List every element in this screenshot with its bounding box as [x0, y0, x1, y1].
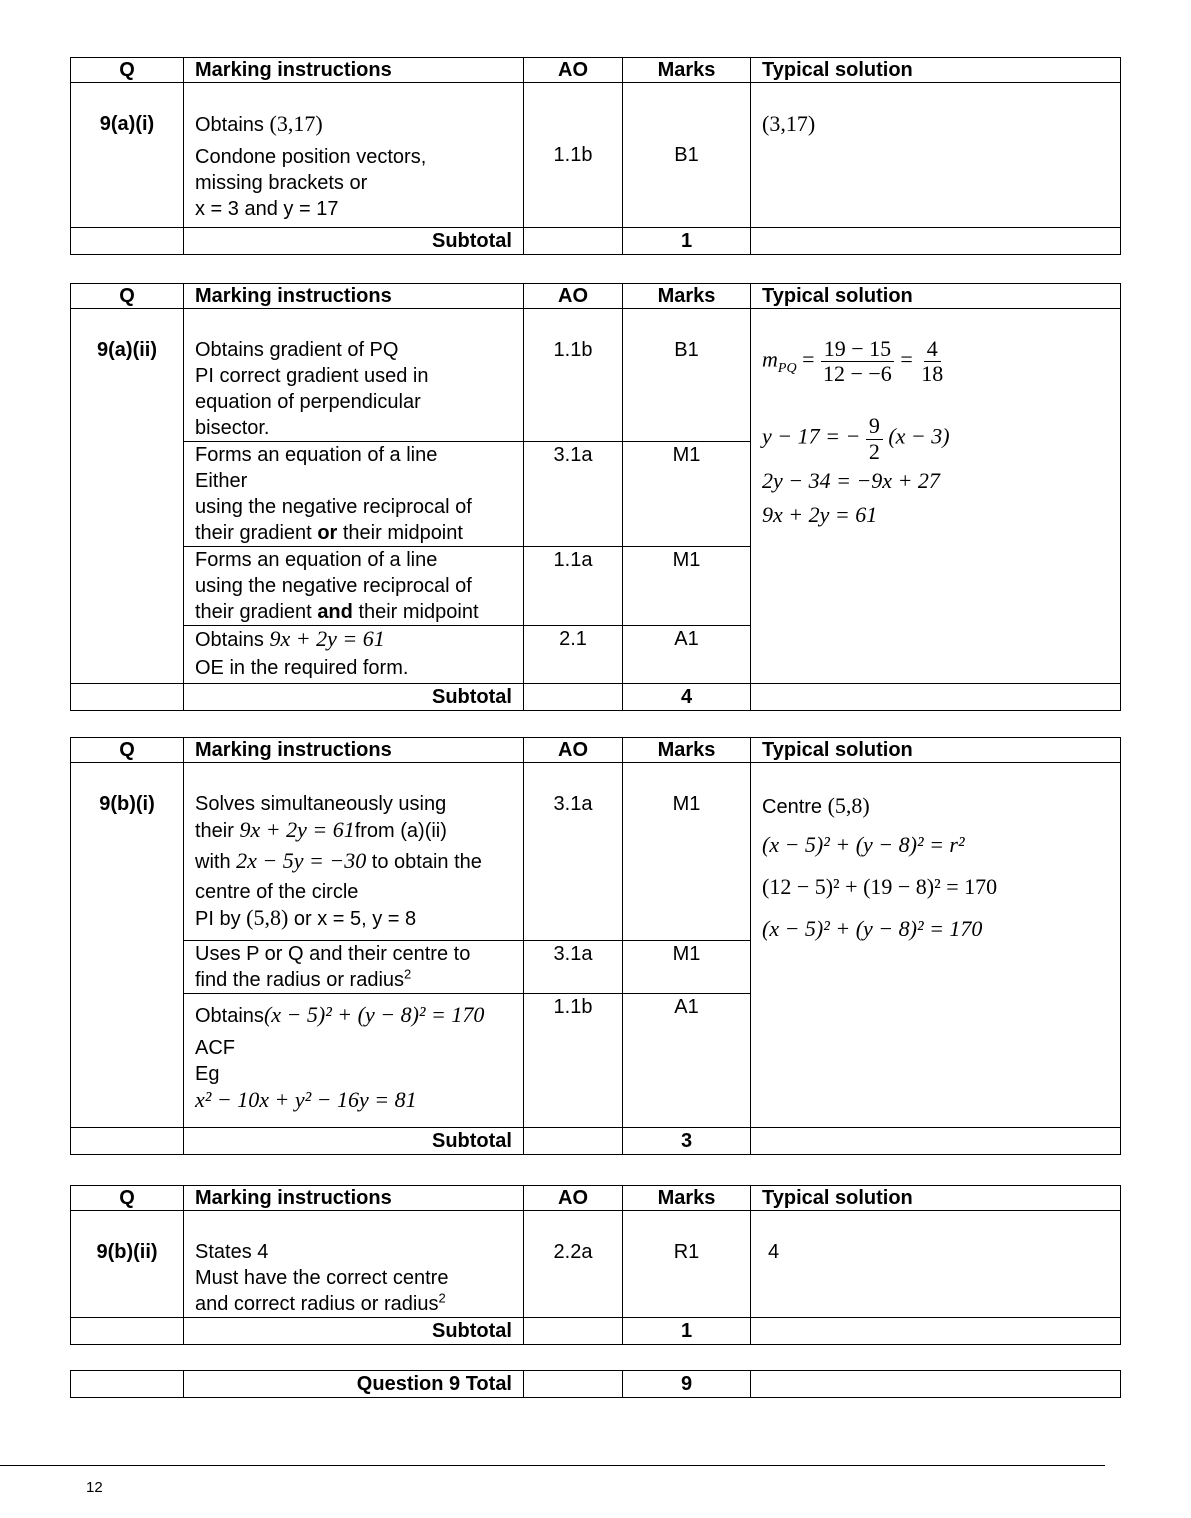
- denominator: 18: [921, 361, 944, 387]
- typical-solution: (3,17): [751, 83, 1121, 228]
- page-number: 12: [86, 1479, 103, 1496]
- table-row: [71, 763, 1121, 941]
- marks-value: A1: [623, 994, 751, 1128]
- mi-text: Must have the correct centre: [195, 1267, 449, 1289]
- header-marking-instructions: Marking instructions: [184, 58, 524, 83]
- mi-text: Obtains gradient of PQ: [195, 339, 399, 361]
- subtotal-row: [71, 1318, 1121, 1345]
- header-q: Q: [71, 284, 184, 309]
- empty-cell: [71, 684, 184, 711]
- mi-text: Condone position vectors,: [195, 146, 427, 168]
- header-q: Q: [71, 738, 184, 763]
- marking-instruction: Uses P or Q and their centre to find the radius or radius$^2$: [184, 941, 524, 994]
- denominator: 2: [868, 438, 880, 464]
- empty-cell: [524, 1128, 623, 1155]
- header-marking-instructions: Marking instructions: [184, 284, 524, 309]
- header-row: [71, 738, 1121, 763]
- header-typical-solution: Typical solution: [751, 1186, 1121, 1211]
- header-q: Q: [71, 58, 184, 83]
- mi-math: (x − 5)² + (y − 8)² = 170: [263, 1002, 485, 1027]
- mi-text: their gradient: [195, 601, 312, 623]
- empty-cell: [71, 1318, 184, 1345]
- marks-value: B1: [623, 309, 751, 442]
- subtotal-label: Subtotal: [184, 1318, 524, 1345]
- mi-text: to obtain the: [371, 851, 482, 873]
- mi-text: bisector.: [195, 417, 270, 439]
- question-number: 9(b)(ii): [71, 1211, 184, 1318]
- marks-value: B1: [623, 83, 751, 228]
- line-eq-lhs: y − 17 = −: [762, 424, 861, 450]
- mi-text: equation of perpendicular: [195, 391, 421, 413]
- subtotal-row: [71, 228, 1121, 255]
- header-q: Q: [71, 1186, 184, 1211]
- mi-text: their gradient: [195, 522, 312, 544]
- mi-text: their midpoint: [342, 522, 463, 544]
- marking-instruction: [184, 626, 524, 684]
- subtotal-value: 4: [623, 684, 751, 711]
- mi-math: x² − 10x + y² − 16y = 81: [195, 1087, 417, 1112]
- ao-value: 2.2a: [524, 1211, 623, 1318]
- mi-math: 2x − 5y = −30: [236, 848, 367, 873]
- mi-math: 9x + 2y = 61: [269, 626, 385, 651]
- subtotal-row: [71, 684, 1121, 711]
- numerator: 4: [924, 337, 941, 362]
- mi-text: Uses P or Q and their centre to: [195, 943, 471, 965]
- mi-text: and correct radius or radius: [195, 1293, 439, 1315]
- subtotal-label: Subtotal: [184, 684, 524, 711]
- subtotal-value: 1: [623, 1318, 751, 1345]
- mi-text: find the radius or radius: [195, 969, 405, 991]
- solution-line: 2y − 34 = −9x + 27: [762, 467, 940, 493]
- header-ao: AO: [524, 1186, 623, 1211]
- empty-cell: [751, 684, 1121, 711]
- mi-text: PI by: [195, 908, 241, 930]
- mi-text: PI correct gradient used in: [195, 365, 429, 387]
- empty-cell: [524, 684, 623, 711]
- header-ao: AO: [524, 58, 623, 83]
- equals: =: [802, 346, 815, 372]
- header-marks: Marks: [623, 1186, 751, 1211]
- empty-cell: [71, 1128, 184, 1155]
- subtotal-label: Subtotal: [184, 228, 524, 255]
- marking-instruction: [184, 763, 524, 941]
- fraction: [918, 337, 946, 386]
- table-9aii: [70, 283, 1121, 711]
- question-number: 9(a)(ii): [71, 309, 184, 684]
- mi-text: or x = 5, y = 8: [293, 908, 417, 930]
- subtotal-value: 3: [623, 1128, 751, 1155]
- question-total-table: [70, 1370, 1121, 1398]
- mi-text: Solves simultaneously using: [195, 793, 447, 815]
- ao-value: 1.1b: [524, 309, 623, 442]
- empty-cell: [71, 228, 184, 255]
- line-eq-rhs: (x − 3): [888, 424, 950, 450]
- total-value: 9: [623, 1371, 751, 1398]
- mi-text: Obtains: [195, 1005, 264, 1027]
- marks-value: M1: [623, 763, 751, 941]
- header-marking-instructions: Marking instructions: [184, 738, 524, 763]
- header-marking-instructions: Marking instructions: [184, 1186, 524, 1211]
- mi-text: Forms an equation of a line: [195, 549, 438, 571]
- mi-text: their: [195, 820, 234, 842]
- mi-math: (5,8): [246, 905, 289, 930]
- table-9bi: [70, 737, 1121, 1155]
- marks-value: M1: [623, 547, 751, 626]
- marks-value: M1: [623, 442, 751, 547]
- mi-text: using the negative reciprocal of: [195, 496, 472, 518]
- question-number: 9(b)(i): [71, 763, 184, 1128]
- table-9ai: [70, 57, 1121, 255]
- ao-value: 3.1a: [524, 763, 623, 941]
- header-marks: Marks: [623, 284, 751, 309]
- header-typical-solution: Typical solution: [751, 738, 1121, 763]
- mi-bold: and: [317, 601, 353, 623]
- total-row: [71, 1371, 1121, 1398]
- typical-solution: 4: [751, 1211, 1121, 1318]
- mi-text: missing brackets or: [195, 172, 368, 194]
- solution-text: Centre: [762, 796, 823, 818]
- ao-value: 2.1: [524, 626, 623, 684]
- empty-cell: [751, 1371, 1121, 1398]
- marks-value: A1: [623, 626, 751, 684]
- mi-text: OE in the required form.: [195, 657, 409, 679]
- header-marks: Marks: [623, 738, 751, 763]
- mi-text: Forms an equation of a line: [195, 444, 438, 466]
- header-row: [71, 58, 1121, 83]
- mi-math: 9x + 2y = 61: [239, 817, 355, 842]
- marking-instruction: States 4 Must have the correct centre and correct radius or radius$^2$: [184, 1211, 524, 1318]
- solution-line: (x − 5)² + (y − 8)² = r²: [762, 832, 965, 857]
- mi-text: States 4: [195, 1241, 269, 1263]
- ao-value: 3.1a: [524, 941, 623, 994]
- mi-bold: or: [317, 522, 338, 544]
- empty-cell: [751, 1128, 1121, 1155]
- question-number: 9(a)(i): [71, 83, 184, 228]
- solution-line: 9x + 2y = 61: [762, 501, 878, 527]
- m-symbol: m: [762, 346, 778, 372]
- denominator: 12 − −6: [822, 361, 892, 387]
- marks-value: R1: [623, 1211, 751, 1318]
- marking-instruction: [184, 83, 524, 228]
- header-marks: Marks: [623, 58, 751, 83]
- marks-value: M1: [623, 941, 751, 994]
- solution-line: (x − 5)² + (y − 8)² = 170: [762, 916, 983, 941]
- typical-solution: [751, 763, 1121, 1128]
- fraction: [866, 414, 883, 463]
- ao-value: 1.1a: [524, 547, 623, 626]
- mi-text: ACF: [195, 1037, 235, 1059]
- mi-text: Obtains: [195, 629, 264, 651]
- empty-cell: [524, 1371, 623, 1398]
- subtotal-label: Subtotal: [184, 1128, 524, 1155]
- empty-cell: [524, 228, 623, 255]
- header-typical-solution: Typical solution: [751, 58, 1121, 83]
- empty-cell: [751, 228, 1121, 255]
- mi-text: Either: [195, 470, 248, 492]
- footer-divider: [0, 1465, 1105, 1466]
- numerator: 19 − 15: [821, 337, 894, 362]
- empty-cell: [71, 1371, 184, 1398]
- empty-cell: [751, 1318, 1121, 1345]
- m-subscript: PQ: [777, 361, 797, 377]
- mi-text: Eg: [195, 1063, 220, 1085]
- fraction: [820, 337, 895, 386]
- table-row: [71, 83, 1121, 228]
- mi-text: their midpoint: [358, 601, 479, 623]
- mi-text: x = 3 and y = 17: [195, 198, 339, 220]
- total-label: Question 9 Total: [184, 1371, 524, 1398]
- solution-line: (12 − 5)² + (19 − 8)² = 170: [762, 874, 998, 899]
- empty-cell: [524, 1318, 623, 1345]
- equals: =: [900, 346, 913, 372]
- marking-instruction: [184, 442, 524, 547]
- subtotal-value: 1: [623, 228, 751, 255]
- numerator: 9: [866, 414, 883, 439]
- typical-solution: [751, 309, 1121, 684]
- mi-text: with: [195, 851, 231, 873]
- marking-instruction: [184, 547, 524, 626]
- header-row: [71, 284, 1121, 309]
- table-9bii: [70, 1185, 1121, 1345]
- header-ao: AO: [524, 738, 623, 763]
- mi-text: Obtains: [195, 114, 264, 136]
- ao-value: 1.1b: [524, 83, 623, 228]
- header-row: [71, 1186, 1121, 1211]
- header-typical-solution: Typical solution: [751, 284, 1121, 309]
- header-ao: AO: [524, 284, 623, 309]
- mi-text: centre of the circle: [195, 881, 359, 903]
- mi-math: (3,17): [269, 111, 323, 136]
- table-row: [71, 309, 1121, 442]
- ao-value: 1.1b: [524, 994, 623, 1128]
- mi-text: from (a)(ii): [354, 820, 447, 842]
- marking-instruction: [184, 994, 524, 1128]
- solution-math: (5,8): [827, 793, 870, 818]
- mi-text: using the negative reciprocal of: [195, 575, 472, 597]
- ao-value: 3.1a: [524, 442, 623, 547]
- marking-instruction: [184, 309, 524, 442]
- subtotal-row: [71, 1128, 1121, 1155]
- table-row: [71, 1211, 1121, 1318]
